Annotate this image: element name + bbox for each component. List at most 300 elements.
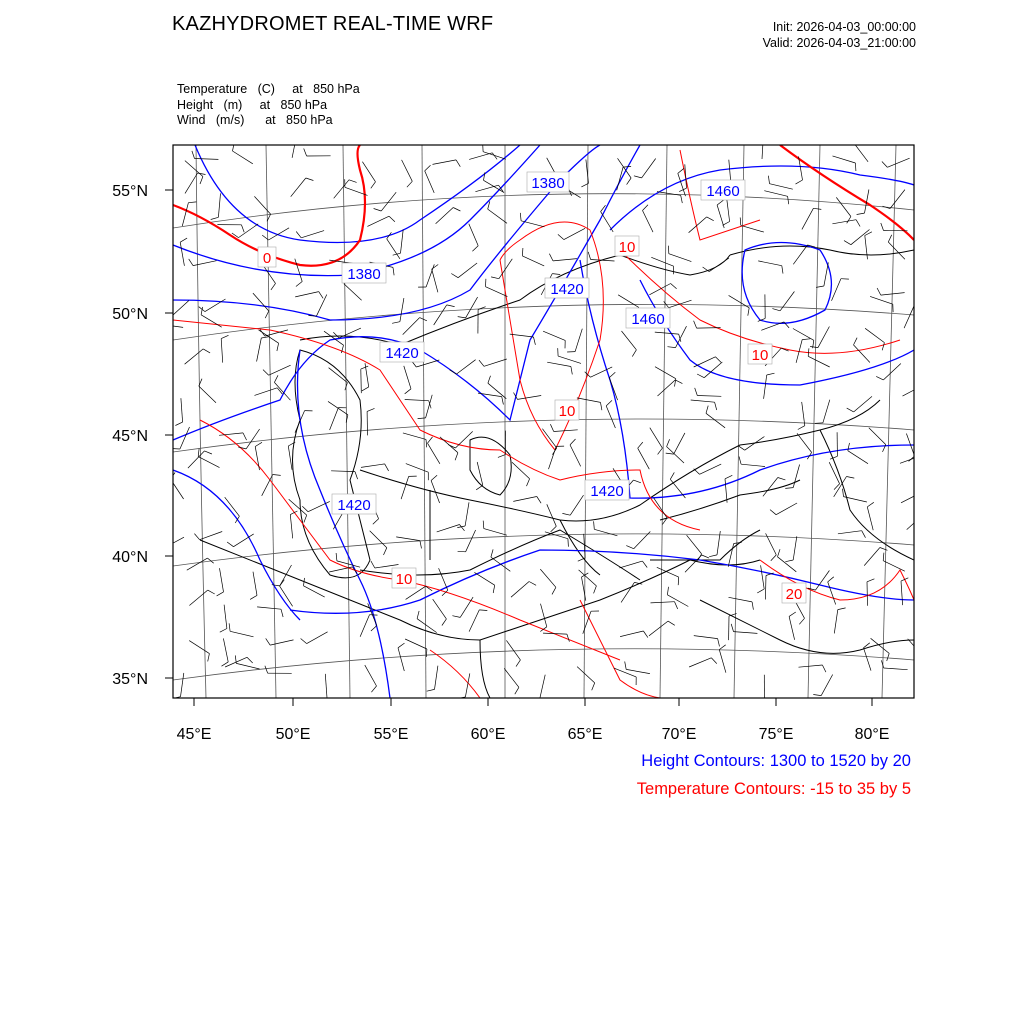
wind-barb	[657, 567, 679, 577]
wind-barb	[433, 599, 447, 619]
field-temperature: Temperature (C) at 850 hPa	[177, 82, 360, 96]
wind-barb-feather	[203, 349, 210, 353]
wind-barb-feather	[562, 513, 570, 515]
wind-barb	[269, 365, 291, 375]
wind-barb-feather	[233, 143, 235, 151]
wind-barb-feather	[336, 553, 337, 561]
wind-barb	[221, 339, 223, 363]
wind-barb	[838, 531, 862, 534]
wind-barb-feather	[488, 376, 491, 384]
lat-label-35: 35°N	[112, 671, 148, 688]
wind-barb-feather	[748, 308, 749, 316]
wind-barb	[484, 359, 507, 366]
wind-barb-feather	[306, 178, 314, 181]
wind-barb-feather	[838, 608, 846, 610]
wind-barb-feather	[515, 687, 519, 694]
wind-barb-feather	[442, 619, 447, 626]
wind-barb-feather	[718, 639, 720, 647]
wind-barb-feather	[520, 213, 521, 221]
wind-barb-feather	[261, 337, 269, 338]
wind-barb-feather	[272, 585, 280, 586]
wind-barb-feather	[847, 408, 854, 412]
wind-barb	[426, 395, 433, 418]
wind-barb-feather	[924, 385, 930, 390]
wind-barb	[821, 675, 833, 696]
wind-barb	[745, 437, 765, 451]
wind-barb-feather	[427, 689, 435, 691]
wind-barb	[367, 216, 389, 226]
wind-barb-feather	[280, 580, 285, 586]
wind-barb-feather	[882, 162, 887, 168]
height-contour-legend: Height Contours: 1300 to 1520 by 20	[641, 752, 911, 770]
wind-barb-feather	[625, 662, 627, 670]
wind-barb	[888, 242, 905, 259]
wind-barb	[189, 590, 207, 605]
wind-barb-feather	[549, 254, 553, 261]
wind-barb-feather	[876, 376, 883, 380]
wind-barb	[484, 529, 507, 536]
lon-label-65: 65°E	[567, 726, 603, 743]
wind-barb	[255, 447, 259, 471]
wind-barb-feather	[164, 313, 171, 317]
height-contour	[640, 280, 914, 385]
wind-barb-feather	[857, 213, 865, 214]
wind-barb-feather	[428, 437, 433, 443]
wind-barb-feather	[843, 489, 844, 497]
wind-barb-feather	[715, 357, 721, 363]
wind-barb-feather	[822, 665, 826, 672]
wind-barb	[577, 398, 601, 403]
wind-barb-feather	[479, 610, 487, 611]
height-label-1420-south: 1420	[590, 483, 624, 500]
wind-barb	[253, 293, 269, 311]
wind-barb	[404, 366, 411, 389]
wind-barb	[669, 300, 692, 308]
wind-barb	[381, 192, 396, 211]
wind-barb-feather	[304, 515, 307, 522]
wind-barb	[292, 134, 297, 158]
wind-barb	[717, 205, 724, 228]
wind-barb	[398, 648, 404, 671]
wind-barb	[403, 318, 420, 335]
wind-barb	[291, 178, 306, 197]
wind-barb	[614, 668, 636, 677]
wind-barb-feather	[180, 238, 187, 242]
wind-barb	[655, 332, 679, 334]
lat-label-40: 40°N	[112, 549, 148, 566]
wind-barb	[488, 383, 506, 399]
wind-barb	[189, 641, 209, 654]
wind-barb	[541, 604, 547, 627]
wind-barb-feather	[491, 549, 493, 557]
wind-barb-feather	[265, 666, 268, 674]
wind-barb	[329, 567, 353, 572]
meridian-90	[882, 145, 896, 698]
temperature-label-10-south: 10	[395, 571, 413, 588]
wind-barb-feather	[420, 541, 422, 549]
wind-barb-feather	[426, 439, 427, 447]
wind-barb	[198, 457, 219, 468]
wind-barb	[417, 619, 437, 633]
wind-barb	[465, 673, 469, 697]
wind-barb	[182, 203, 188, 226]
wind-barb	[854, 345, 870, 363]
wind-barb	[870, 296, 893, 304]
temperature-label-20: 20	[785, 586, 803, 603]
wind-barb	[387, 239, 400, 259]
wind-barb-feather	[623, 166, 631, 167]
wind-barb-feather	[277, 343, 279, 351]
wind-barb	[469, 224, 478, 246]
wind-barb-feather	[263, 370, 269, 376]
wind-barb-feather	[830, 456, 837, 459]
wind-barb	[518, 396, 542, 400]
wind-barb	[643, 211, 654, 233]
wind-barb-feather	[717, 200, 723, 205]
wind-barb-feather	[297, 133, 305, 134]
height-contour	[742, 243, 831, 324]
wind-barb-feather	[455, 453, 458, 461]
wind-barb	[405, 400, 429, 401]
wind-barb-feather	[678, 577, 679, 585]
wind-barb	[218, 193, 220, 217]
wind-barb	[901, 581, 903, 605]
wind-barb	[180, 242, 184, 266]
wind-barb-feather	[472, 246, 478, 252]
wind-barb-feather	[568, 539, 569, 547]
wind-barb	[620, 631, 643, 637]
wind-barb	[793, 465, 799, 488]
wind-barb	[621, 582, 634, 602]
wind-barb	[325, 674, 327, 698]
wind-barb	[295, 292, 319, 297]
wind-barb-feather	[211, 217, 219, 219]
wind-barb-feather	[189, 259, 193, 266]
wind-barb	[181, 673, 184, 697]
wind-barb-feather	[594, 521, 595, 529]
wind-barb-feather	[491, 277, 499, 279]
wind-barb-feather	[296, 282, 302, 287]
caspian-coast	[293, 350, 371, 578]
wind-barb	[601, 212, 614, 232]
wind-barb	[270, 640, 293, 645]
wind-barb-feather	[778, 549, 781, 557]
wind-barb	[793, 536, 797, 560]
wind-barb-feather	[626, 546, 633, 549]
wind-barb-feather	[407, 181, 412, 187]
wind-barb-feather	[192, 151, 195, 159]
wind-barb-feather	[222, 662, 229, 666]
wind-barb-feather	[527, 479, 530, 486]
wind-barb	[763, 478, 778, 497]
wind-barb-feather	[767, 373, 775, 375]
wind-barb	[295, 259, 302, 282]
wind-barb	[793, 245, 807, 264]
temperature-label-0: 0	[262, 250, 272, 267]
wind-barb	[697, 396, 721, 397]
wind-barb-feather	[493, 585, 495, 593]
wind-barb	[257, 338, 262, 362]
wind-barb-feather	[799, 618, 804, 624]
wind-barb	[802, 402, 805, 426]
wind-barb-feather	[867, 579, 874, 582]
wind-barb-feather	[789, 612, 796, 616]
wind-barb-feather	[385, 464, 389, 471]
temperature-contour	[620, 250, 900, 353]
wind-barb	[764, 191, 787, 197]
wind-barb	[869, 428, 886, 445]
wind-barb-feather	[201, 307, 203, 315]
wind-barb	[828, 582, 836, 605]
wind-barb	[802, 208, 814, 229]
wind-barb	[762, 135, 763, 159]
wind-barb	[901, 492, 922, 503]
lat-label-50: 50°N	[112, 306, 148, 323]
wind-barb-feather	[558, 234, 564, 239]
wind-barb	[789, 616, 795, 639]
wind-barb	[437, 525, 460, 532]
wind-barb-feather	[666, 453, 674, 454]
wind-barb-feather	[925, 514, 932, 518]
map-title: KAZHYDROMET REAL-TIME WRF	[172, 13, 494, 35]
wind-barb	[649, 621, 668, 636]
wind-barb	[504, 668, 519, 687]
wind-barb	[694, 636, 718, 639]
wind-barb	[269, 228, 290, 240]
meridian-45	[196, 145, 206, 698]
wind-barb	[776, 503, 797, 515]
wind-barb-feather	[592, 683, 595, 690]
wind-barb	[558, 356, 581, 363]
wind-barb	[823, 400, 830, 423]
wind-barb	[734, 632, 758, 634]
wind-barb	[401, 476, 409, 499]
wind-barb-feather	[371, 561, 375, 568]
wind-barb-feather	[460, 525, 465, 531]
height-label-1420-caspian: 1420	[337, 497, 371, 514]
wind-barb	[224, 605, 227, 629]
wind-barb	[890, 190, 905, 209]
wind-barb-feather	[882, 343, 884, 351]
wind-barb-feather	[731, 624, 733, 632]
meridian-75	[660, 145, 667, 698]
wind-barb	[425, 171, 435, 193]
wind-barb	[691, 400, 715, 402]
wind-barb	[829, 462, 839, 484]
wind-barb-feather	[740, 218, 741, 226]
meridian-85	[808, 145, 820, 698]
lon-label-80: 80°E	[854, 726, 890, 743]
wind-barb-feather	[498, 455, 506, 458]
lon-label-50: 50°E	[275, 726, 311, 743]
wind-barbs	[157, 133, 932, 702]
wind-barb	[195, 159, 219, 160]
wind-barb-feather	[371, 182, 376, 189]
wind-barb-feather	[715, 402, 717, 410]
wind-barb-feather	[274, 375, 278, 382]
wind-barb-feather	[739, 457, 741, 465]
wind-barb	[626, 669, 650, 673]
wind-barb	[908, 639, 924, 657]
wind-barb	[549, 446, 557, 469]
wind-barb	[201, 315, 222, 327]
wind-barb	[867, 582, 868, 606]
wind-barb	[484, 180, 505, 192]
wind-barb-feather	[418, 418, 426, 419]
wind-barb	[307, 632, 328, 644]
wind-barb-feather	[571, 367, 572, 375]
wind-barb-feather	[502, 397, 504, 405]
wind-barb-feather	[752, 602, 753, 610]
wind-barb	[741, 225, 764, 232]
wind-barb-feather	[668, 621, 675, 625]
wind-barb-feather	[638, 442, 643, 448]
wind-barb	[793, 329, 814, 341]
wind-barb	[403, 433, 426, 440]
wind-barb	[881, 293, 905, 296]
wind-barb	[553, 259, 577, 261]
border-kyrgyzstan	[660, 480, 800, 520]
init-time: Init: 2026-04-03_00:00:00	[772, 20, 916, 34]
wind-barb	[465, 502, 469, 526]
lat-label-45: 45°N	[112, 428, 148, 445]
wind-barb	[649, 284, 670, 295]
wind-barb-feather	[426, 649, 427, 657]
wind-barb-feather	[205, 451, 212, 454]
wind-barb	[836, 197, 851, 216]
wind-barb	[181, 398, 183, 422]
wind-barb-feather	[537, 497, 541, 504]
wind-barb-feather	[349, 180, 357, 183]
wind-barb	[289, 499, 307, 515]
wind-barb	[851, 230, 870, 245]
wind-barb-feather	[588, 252, 590, 260]
wind-barb	[619, 561, 642, 568]
wind-barb-feather	[447, 305, 455, 307]
wind-barb	[727, 198, 730, 222]
wind-barb	[669, 254, 692, 262]
wind-barb-feather	[265, 311, 269, 318]
wind-barb	[375, 565, 399, 569]
wind-barb	[758, 261, 782, 266]
wind-barb	[770, 184, 793, 190]
wind-barb	[687, 535, 702, 554]
wind-barb	[848, 451, 868, 464]
wind-barb-feather	[529, 582, 536, 586]
lon-label-60: 60°E	[470, 726, 506, 743]
wind-barb-feather	[453, 208, 460, 212]
wind-barb	[864, 648, 872, 671]
wind-barb-feather	[768, 176, 769, 184]
wind-barb	[725, 479, 727, 503]
wind-barb-feather	[785, 488, 793, 489]
wind-barb	[460, 597, 473, 617]
wind-barb-feather	[188, 202, 196, 203]
wind-barb	[170, 479, 183, 499]
wind-barb	[304, 586, 325, 597]
wind-barb-feather	[392, 322, 400, 324]
wind-barb-feather	[393, 267, 394, 275]
wind-barb	[667, 447, 684, 463]
wind-barb	[474, 572, 494, 585]
wind-barb	[689, 658, 711, 667]
wind-barb	[884, 668, 908, 670]
wind-barb-feather	[778, 478, 786, 480]
wind-barb	[761, 565, 765, 589]
wind-barb-feather	[302, 506, 308, 512]
wind-barb	[428, 443, 440, 464]
wind-barb-feather	[479, 360, 484, 366]
temperature-contour-legend: Temperature Contours: -15 to 35 by 5	[636, 780, 911, 798]
border-china	[820, 430, 914, 560]
wind-barb	[458, 263, 477, 278]
wind-barb	[253, 572, 257, 596]
wind-barb	[657, 192, 681, 196]
wind-barb-feather	[844, 241, 851, 245]
wind-barb-feather	[301, 639, 307, 644]
wind-barb-feather	[534, 337, 536, 345]
wind-barb	[729, 597, 753, 602]
border-uzbekistan	[430, 490, 600, 575]
height-contour	[173, 145, 540, 276]
wind-barb	[883, 561, 905, 572]
wind-barb	[575, 329, 582, 352]
wind-barb	[406, 464, 429, 473]
wind-barb	[171, 301, 189, 317]
wind-barb-feather	[450, 370, 457, 374]
wind-barb-feather	[488, 201, 490, 209]
wind-barb-feather	[476, 485, 483, 490]
wind-barb	[765, 576, 766, 600]
wind-barb-feather	[567, 634, 570, 642]
meridian-50	[266, 145, 276, 698]
wind-barb-feather	[867, 502, 874, 507]
wind-barb-feather	[227, 542, 233, 547]
wind-barb	[360, 615, 369, 637]
wind-barb-feather	[854, 338, 858, 345]
wind-barb-feather	[367, 408, 374, 411]
lon-label-45: 45°E	[176, 726, 212, 743]
wind-barb-feather	[362, 387, 369, 391]
wind-barb	[903, 385, 924, 396]
wind-barb	[255, 388, 278, 396]
wind-barb	[475, 185, 498, 192]
wind-barb-feather	[552, 587, 556, 594]
wind-barb	[832, 279, 841, 301]
wind-barb	[370, 531, 387, 548]
wind-barb	[833, 156, 856, 163]
wind-barb	[288, 446, 292, 470]
height-label-1460-central: 1460	[631, 311, 665, 328]
wind-barb-feather	[810, 347, 818, 348]
wind-barb	[642, 159, 656, 178]
wind-barb	[334, 180, 349, 199]
wind-barb-feather	[785, 560, 793, 562]
wind-barb	[887, 158, 909, 167]
wind-barb	[239, 224, 259, 238]
parallel-35	[173, 649, 914, 680]
wind-barb-feather	[675, 380, 682, 384]
wind-barb-feather	[458, 551, 466, 552]
wind-barb	[654, 498, 667, 518]
wind-barb	[200, 532, 223, 540]
wind-barb	[540, 675, 545, 698]
wind-barb	[185, 173, 198, 193]
wind-barb	[570, 445, 581, 467]
wind-barb	[434, 305, 447, 325]
wind-barb	[706, 413, 725, 428]
wind-barb	[262, 475, 273, 496]
